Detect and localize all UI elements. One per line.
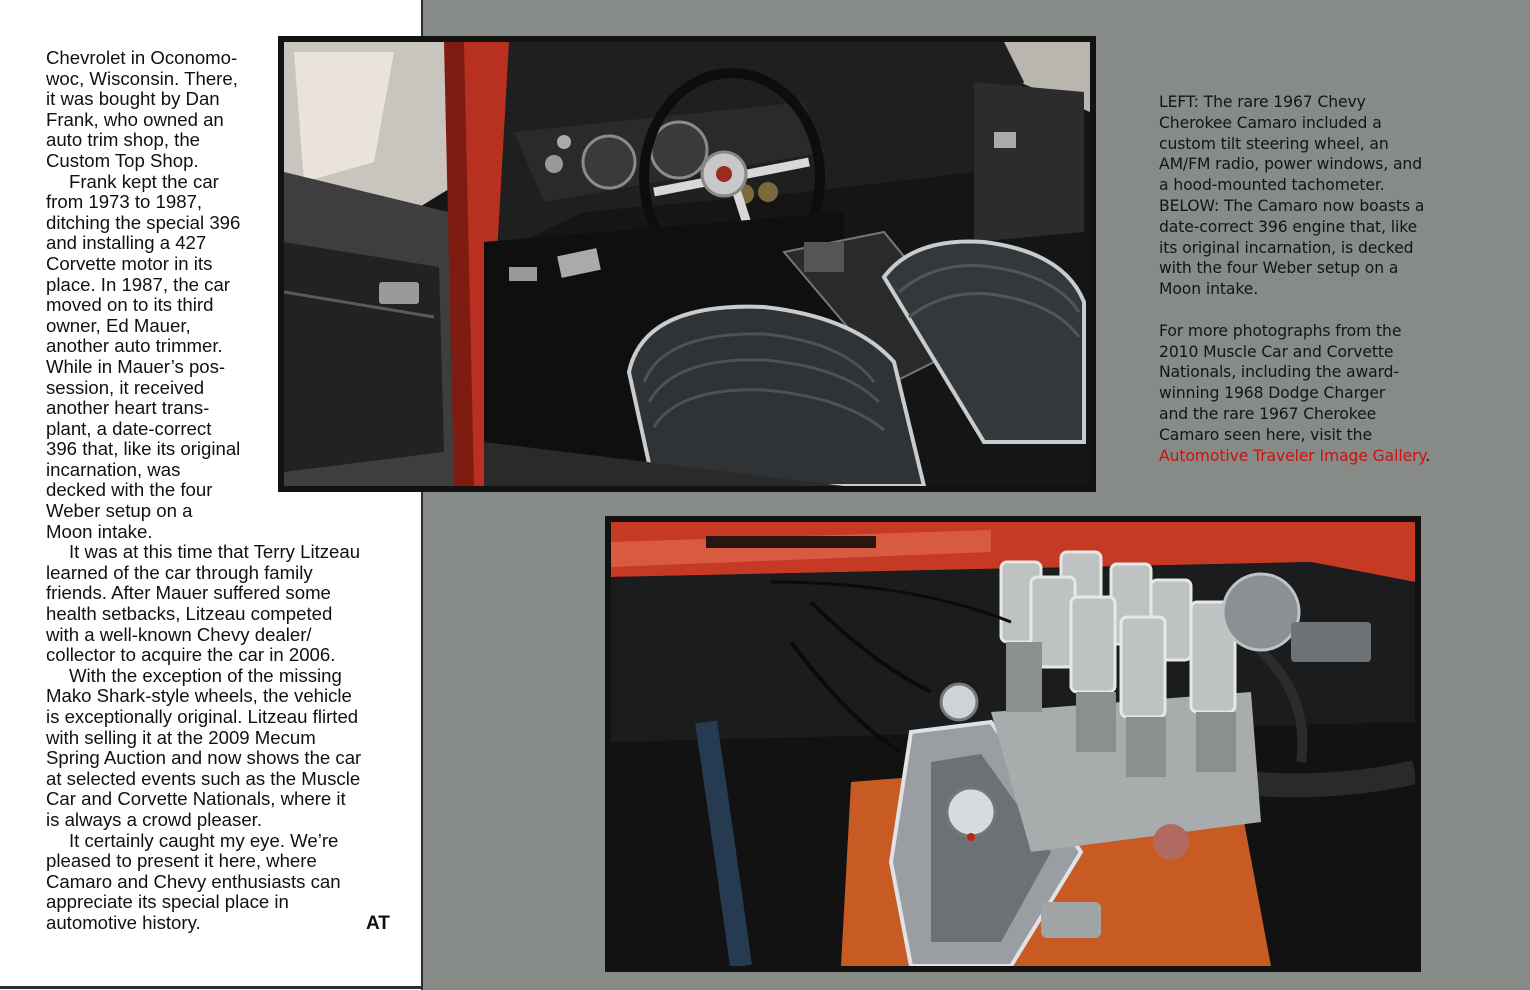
article-line: It certainly caught my eye. We’re [69,829,339,851]
article-line: is exceptionally original. Litzeau flirted [46,706,359,727]
caption-line: a hood-mounted tachometer. [1159,176,1385,195]
gallery-note-line: Nationals, including the award- [1159,363,1399,382]
photo-caption [1159,92,1469,466]
article-line: woc, Wisconsin. There, [46,67,238,89]
gallery-note-line: winning 1968 Dodge Charger [1159,384,1386,403]
article-line: Frank, who owned an [46,108,224,130]
article-line: place. In 1987, the car [46,273,230,295]
caption-line: BELOW: The Camaro now boasts a [1159,196,1425,215]
article-line: and installing a 427 [46,232,207,254]
article-line: 396 that, like its original [46,438,241,460]
gallery-note-line: For more photographs from the [1159,321,1402,340]
gallery-note-line: Camaro seen here, visit the [1159,425,1372,444]
caption-line: with the four Weber setup on a [1159,259,1399,278]
article-line: With the exception of the missing [69,664,342,686]
caption-line: custom tilt steering wheel, an [1159,134,1389,153]
article-line: Spring Auction and now shows the car [46,747,362,769]
caption-line: AM/FM radio, power windows, and [1159,155,1422,174]
gallery-note-line: and the rare 1967 Cherokee [1159,404,1377,423]
article-line: it was bought by Dan [46,88,220,110]
article-line: Car and Corvette Nationals, where it [46,788,346,810]
page-bottom-rule [0,986,422,989]
article-line: collector to acquire the car in 2006. [46,644,336,666]
caption-line: LEFT: The rare 1967 Chevy [1159,93,1366,111]
engine-illustration [611,522,1415,966]
article-line: Moon intake. [46,520,153,542]
article-line: plant, a date-correct [46,417,212,439]
article-signoff: AT [366,913,390,934]
interior-illustration [284,42,1090,486]
gallery-note-line: 2010 Muscle Car and Corvette [1159,342,1394,361]
article-line: friends. After Mauer suffered some [46,582,331,604]
article-line: auto trim shop, the [46,129,200,151]
article-line: with selling it at the 2009 Mecum [46,726,316,748]
interior-photo [278,36,1096,492]
gallery-link-suffix: . [1425,446,1431,465]
gallery-link[interactable]: Automotive Traveler Image Gallery [1159,446,1426,465]
article-line: Camaro and Chevy enthusiasts can [46,870,341,892]
article-line: another heart trans- [46,397,210,419]
article-line: from 1973 to 1987, [46,191,203,213]
article-line: Custom Top Shop. [46,149,199,171]
article-line: decked with the four [46,479,213,501]
caption-line: Moon intake. [1159,280,1259,299]
caption-spacer [1159,300,1469,321]
article-line: automotive history. [46,911,201,933]
article-line: at selected events such as the Muscle [46,767,361,789]
article-line: Frank kept the car [69,170,219,192]
article-line: health setbacks, Litzeau competed [46,603,333,625]
gallery-link-line [1159,446,1469,467]
article-line: appreciate its special place in [46,891,289,913]
caption-line: date-correct 396 engine that, like [1159,217,1418,236]
caption-line: Cherokee Camaro included a [1159,113,1382,132]
article-line: Mako Shark-style wheels, the vehicle [46,685,352,707]
article-line: It was at this time that Terry Litzeau [69,541,361,563]
article-line: moved on to its third [46,294,214,316]
article-line: Chevrolet in Oconomo- [46,47,238,68]
engine-photo [605,516,1421,972]
article-line: While in Mauer’s pos- [46,355,226,377]
article-line: owner, Ed Mauer, [46,314,191,336]
article-line: session, it received [46,376,205,398]
article-line: Corvette motor in its [46,252,213,274]
article-line: ditching the special 396 [46,211,241,233]
article-line: incarnation, was [46,458,181,480]
article-line: learned of the car through family [46,561,313,583]
article-line: Weber setup on a [46,500,193,522]
article-line: pleased to present it here, where [46,850,317,872]
article-line: with a well-known Chevy dealer/ [46,623,312,645]
article-line: is always a crowd pleaser. [46,808,262,830]
article-line: another auto trimmer. [46,335,223,357]
caption-line: its original incarnation, is decked [1159,238,1414,257]
